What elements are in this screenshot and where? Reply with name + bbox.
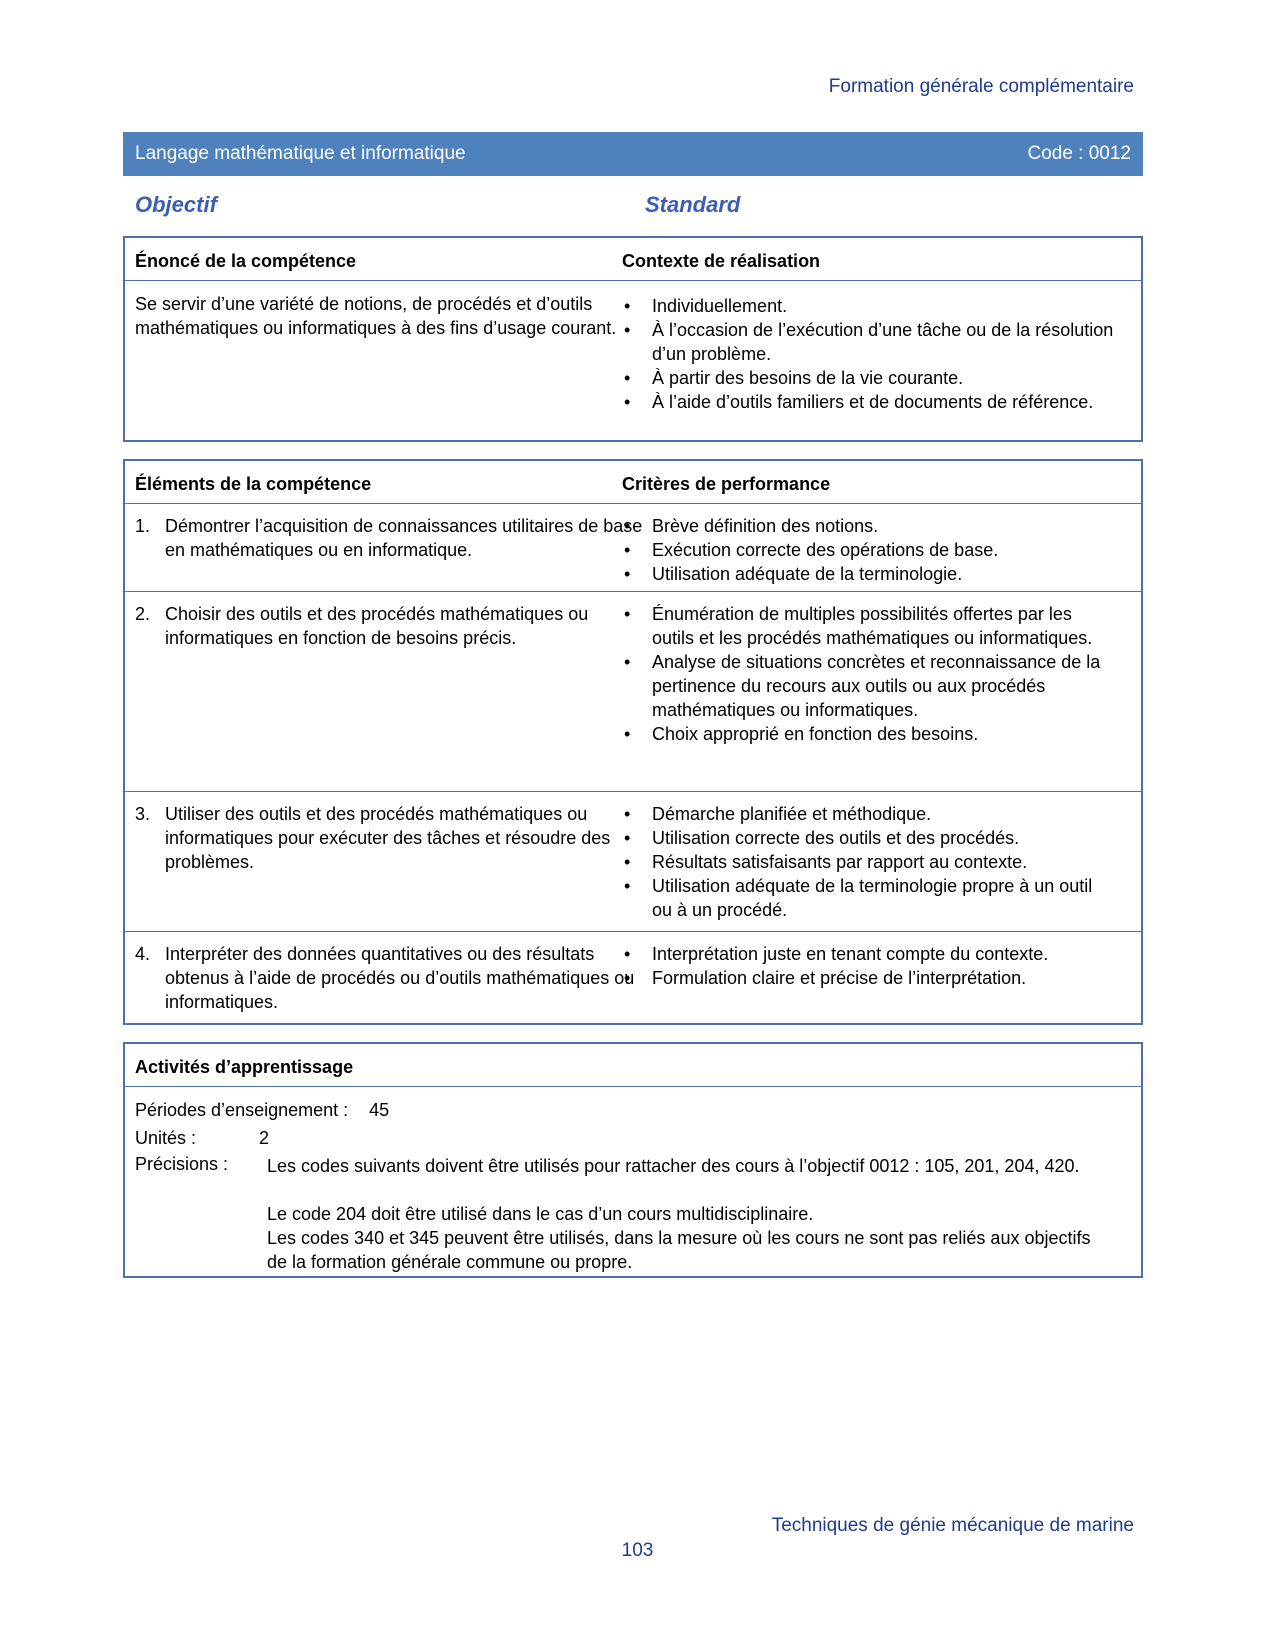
element-text: Démontrer l’acquisition de connaissances utilitaires de base en mathématiques ou en informatique. <box>165 516 643 560</box>
element-text: Interpréter des données quantitatives ou des résultats obtenus à l’aide de procédés ou d’outils mathématiques ou informatiques. <box>165 944 635 1012</box>
units-line <box>135 1126 269 1150</box>
precision-item: Les codes 340 et 345 peuvent être utilisés, dans la mesure où les cours ne sont pas reliés aux objectifs de la formation générale commune ou propre. <box>267 1228 1091 1272</box>
standard-label: Standard <box>645 192 741 217</box>
objective-label: Objectif <box>135 192 217 217</box>
precision-item: Les codes suivants doivent être utilisés pour rattacher des cours à l’objectif 0012 : 105, 201, 204, 420. <box>267 1156 1080 1176</box>
competence-statement: Se servir d’une variété de notions, de procédés et d’outils mathématiques ou informatiques à des fins d’usage courant. <box>135 294 617 338</box>
criteria-heading: Critères de performance <box>622 474 831 494</box>
criteria-list <box>622 942 1117 990</box>
activities-box <box>123 1042 1143 1278</box>
criteria-list <box>622 802 1117 922</box>
context-item: • À l’occasion de l’exécution d’une tâche ou de la résolution d’un problème. <box>622 318 1117 366</box>
element-item <box>135 802 655 874</box>
precisions-label: Précisions : <box>135 1154 229 1174</box>
element-item <box>135 602 655 650</box>
course-banner <box>123 132 1143 176</box>
elements-box <box>123 459 1143 1025</box>
units-value: 2 <box>259 1128 270 1148</box>
statement-heading: Énoncé de la compétence <box>135 251 357 271</box>
element-item <box>135 942 655 1014</box>
element-text: Choisir des outils et des procédés mathématiques ou informatiques en fonction de besoins précis. <box>165 604 589 648</box>
periods-line <box>135 1098 389 1122</box>
element-number: 4. <box>135 944 151 964</box>
competence-box-header <box>125 238 1141 281</box>
element-row-4 <box>125 931 1141 1024</box>
criterion-item: • Formulation claire et précise de l’interprétation. <box>622 966 1117 990</box>
element-row-1 <box>125 503 1141 592</box>
competence-box <box>123 236 1143 442</box>
criteria-list <box>622 602 1117 746</box>
page-number: 103 <box>621 1540 654 1561</box>
element-number: 2. <box>135 604 151 624</box>
criterion-item: • Résultats satisfaisants par rapport au contexte. <box>622 850 1117 874</box>
elements-heading: Éléments de la compétence <box>135 474 372 494</box>
element-row-2 <box>125 591 1141 792</box>
context-heading: Contexte de réalisation <box>622 251 821 271</box>
element-number: 1. <box>135 516 151 536</box>
element-item <box>135 514 655 562</box>
criteria-list <box>622 514 1117 586</box>
periods-label: Périodes d’enseignement : <box>135 1100 349 1120</box>
precision-item: Le code 204 doit être utilisé dans le cas d’un cours multidisciplinaire. <box>267 1204 814 1224</box>
element-row-3 <box>125 791 1141 932</box>
criterion-item: • Démarche planifiée et méthodique. <box>622 802 1117 826</box>
activities-heading: Activités d’apprentissage <box>135 1057 354 1077</box>
criterion-item: • Énumération de multiples possibilités offertes par les outils et les procédés mathématiques ou informatiques. <box>622 602 1117 650</box>
criterion-item: • Utilisation adéquate de la terminologie. <box>622 562 1117 586</box>
criterion-item: • Exécution correcte des opérations de base. <box>622 538 1117 562</box>
running-head: Formation générale complémentaire <box>828 76 1134 97</box>
criterion-item: • Analyse de situations concrètes et reconnaissance de la pertinence du recours aux outils ou aux procédés mathématiques ou informatiques. <box>622 650 1117 722</box>
program-footer: Techniques de génie mécanique de marine <box>771 1515 1134 1536</box>
periods-value: 45 <box>369 1100 390 1120</box>
criterion-item: • Choix approprié en fonction des besoins. <box>622 722 1117 746</box>
criterion-item: • Utilisation adéquate de la terminologie propre à un outil ou à un procédé. <box>622 874 1117 922</box>
objective-row <box>135 192 1135 218</box>
activities-box-header <box>125 1044 1141 1087</box>
criterion-item: • Interprétation juste en tenant compte du contexte. <box>622 942 1117 966</box>
course-title: Langage mathématique et informatique <box>135 143 466 164</box>
units-label: Unités : <box>135 1128 197 1148</box>
criterion-item: • Utilisation correcte des outils et des procédés. <box>622 826 1117 850</box>
element-text: Utiliser des outils et des procédés mathématiques ou informatiques pour exécuter des tâches et résoudre des problèmes. <box>165 804 611 872</box>
course-code: Code : 0012 <box>1027 143 1131 164</box>
elements-box-header <box>125 461 1141 504</box>
context-item: • Individuellement. <box>622 294 1117 318</box>
context-item: • À partir des besoins de la vie courante. <box>622 366 1117 390</box>
criterion-item: • Brève définition des notions. <box>622 514 1117 538</box>
context-list <box>622 294 1117 414</box>
element-number: 3. <box>135 804 151 824</box>
context-item: • À l’aide d’outils familiers et de documents de référence. <box>622 390 1117 414</box>
